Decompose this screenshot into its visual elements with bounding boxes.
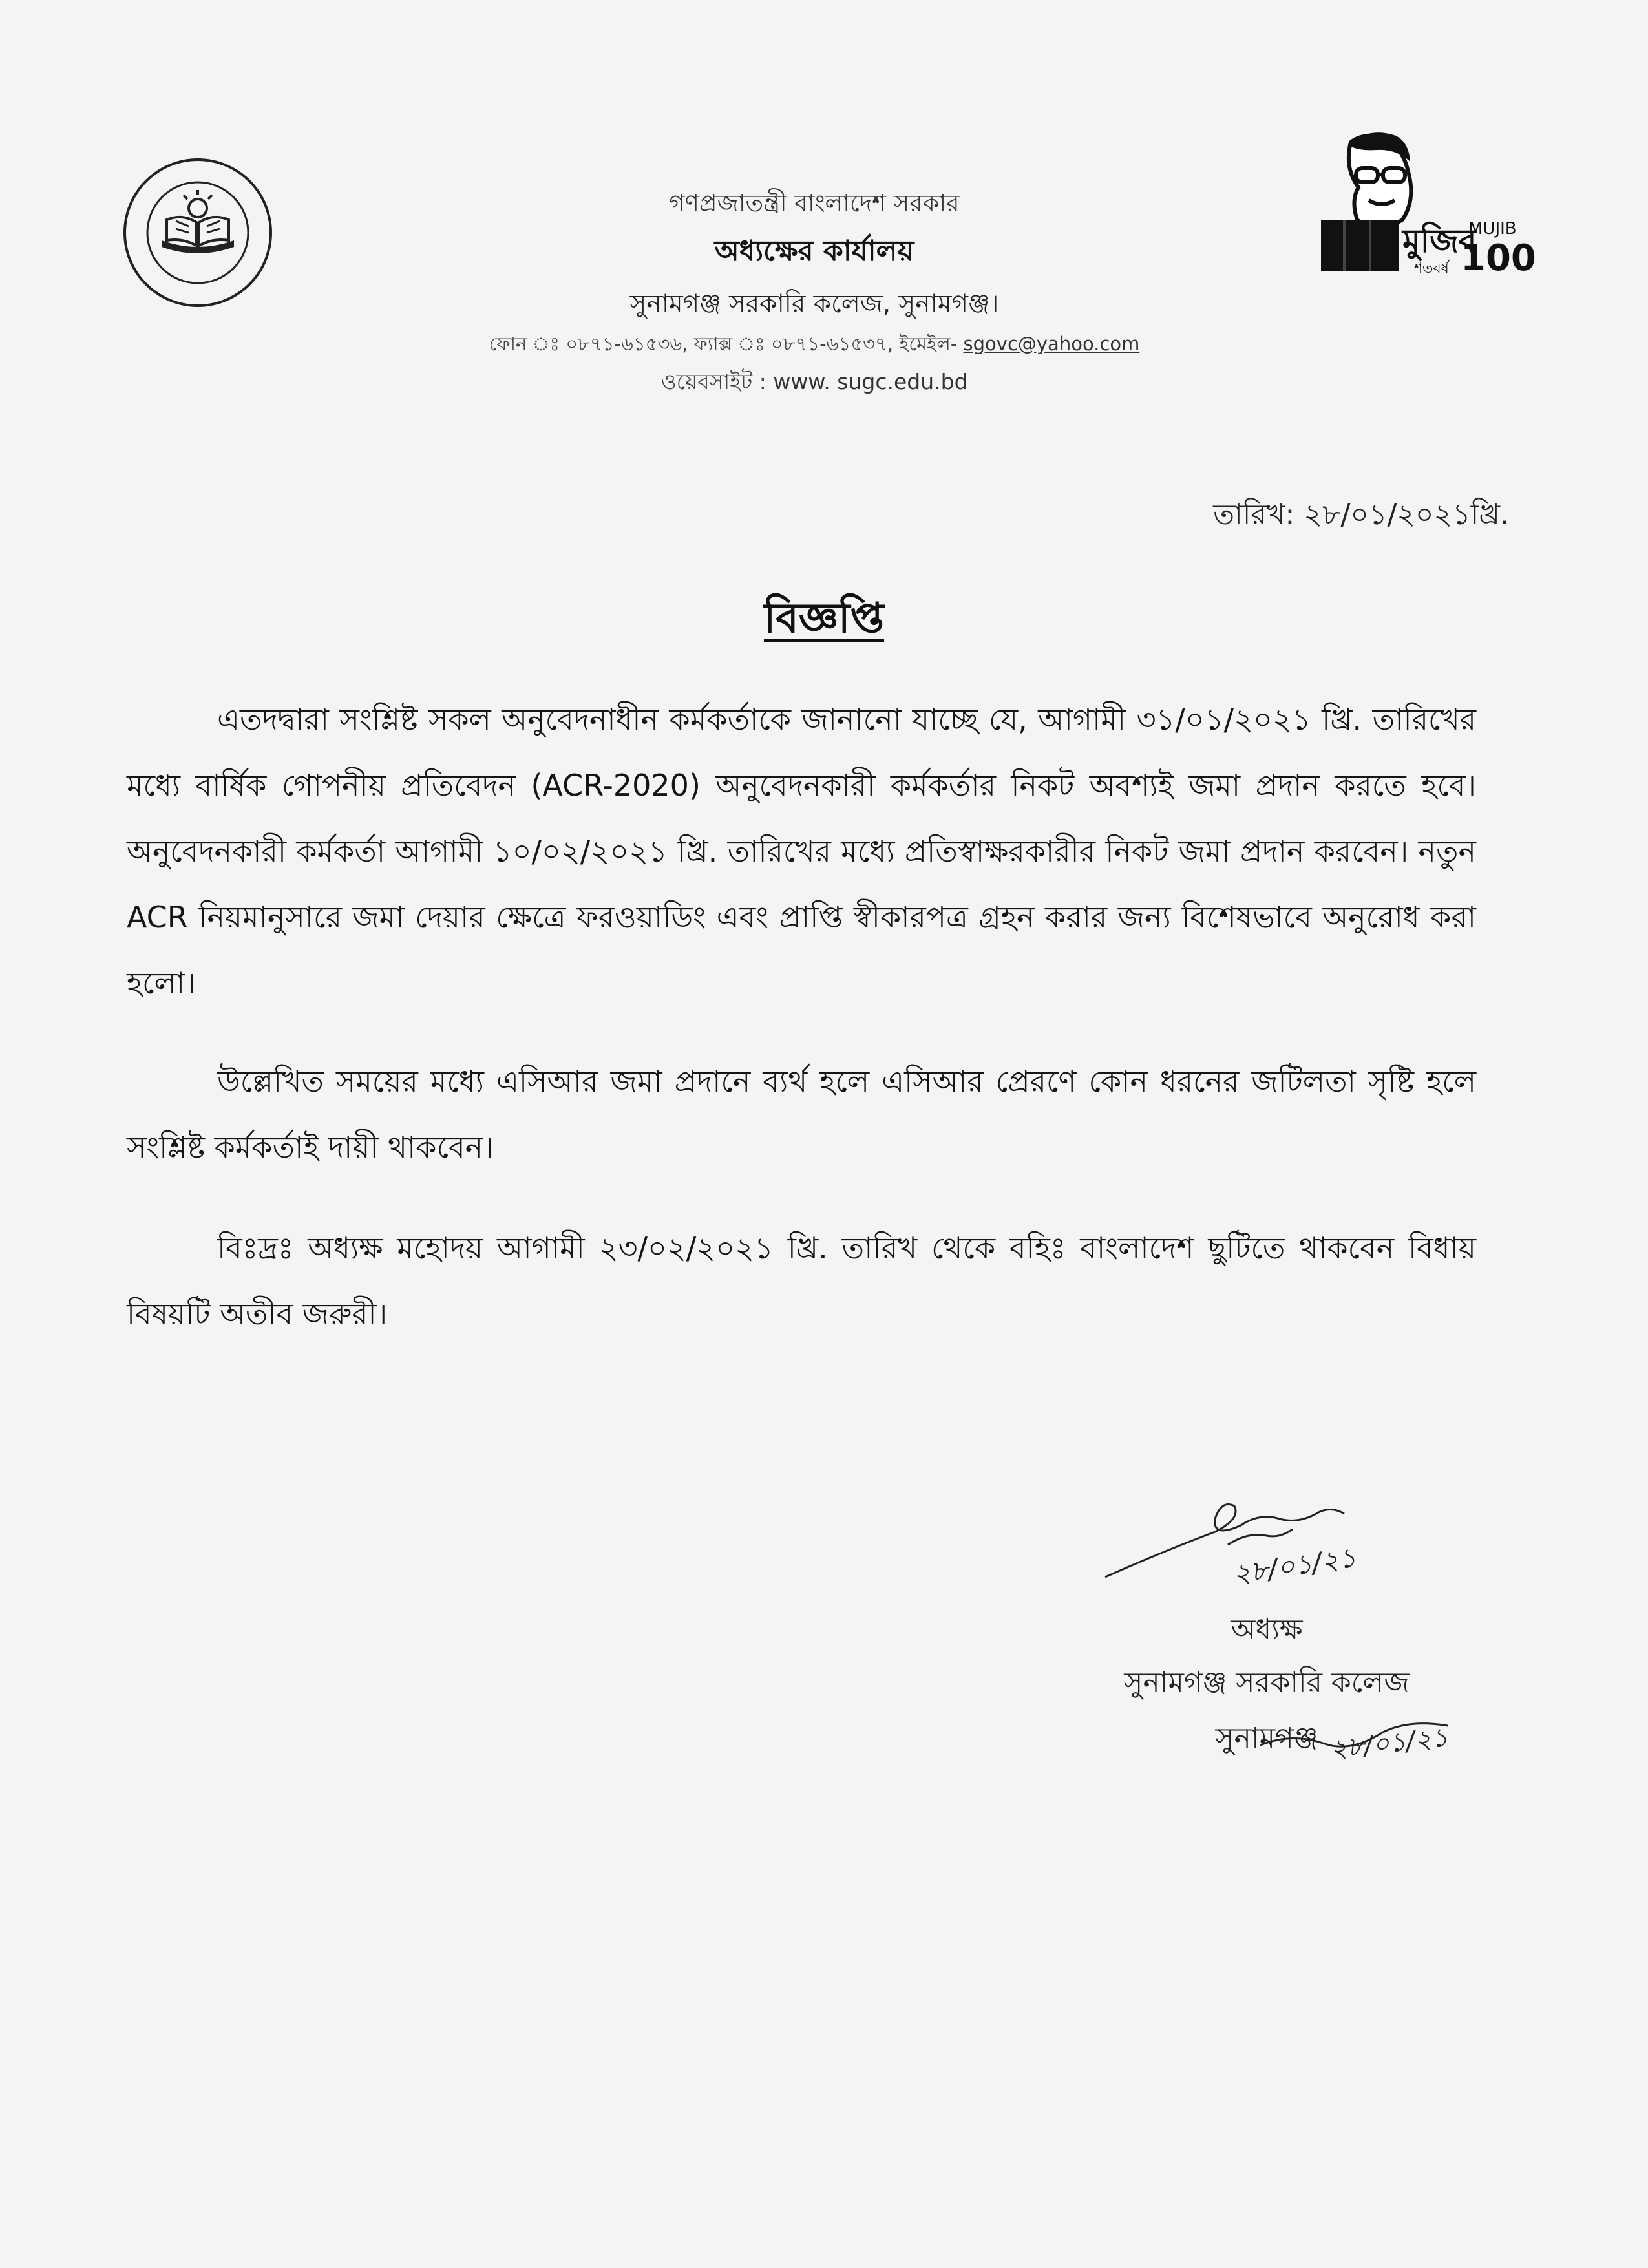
college-seal-icon (121, 156, 274, 309)
contact-phone-fax: ফোন ঃ ০৮৭১-৬১৫৩৬, ফ্যাক্স ঃ ০৮৭১-৬১৫৩৭, ইমেইল- (489, 333, 964, 355)
paragraph-note: বিঃদ্রঃ অধ্যক্ষ মহোদয় আগামী ২৩/০২/২০২১ খ্রি. তারিখ থেকে বহিঃ বাংলাদেশ ছুটিতে থাকবেন বিধায় বিষয়টি অতীব জরুরী। (127, 1231, 1476, 1331)
signature-date: ২৮/০১/২১ (1231, 1541, 1358, 1590)
initial-date: ২৮/০১/২১ (1329, 1722, 1450, 1765)
paragraph-responsibility: উল্লেখিত সময়ের মধ্যে এসিআর জমা প্রদানে ব্যর্থ হলে এসিআর প্রেরণে কোন ধরনের জটিলতা সৃষ্টি হলে সংশ্লিষ্ট কর্মকর্তাই দায়ী থাকবেন। (127, 1064, 1476, 1165)
notice-title: বিজ্ঞপ্তি (763, 595, 885, 642)
header-college-address: সুনামগঞ্জ সরকারি কলেজ, সুনামগঞ্জ। (629, 290, 999, 319)
website-label: ওয়েবসাইট : (660, 369, 774, 394)
handwritten-signature (1086, 1474, 1422, 1590)
mujib-en-text: MUJIB (1468, 219, 1517, 238)
mujib-100-logo (1305, 123, 1536, 279)
mujib-bangla-text: মুজিব (1402, 222, 1477, 260)
signatory-place: সুনামগঞ্জ (1215, 1722, 1318, 1755)
website-link[interactable]: www. sugc.edu.bd (773, 369, 968, 394)
mujib-sub-text: শতবর্ষ (1414, 260, 1449, 277)
contact-email-link[interactable]: sgovc@yahoo.com (963, 333, 1140, 355)
notice-date: তারিখ: ২৮/০১/২০২১খ্রি. (1213, 498, 1509, 531)
header-government: গণপ্রজাতন্ত্রী বাংলাদেশ সরকার (669, 189, 960, 217)
mujib-number-text: 100 (1461, 237, 1536, 279)
handwritten-initial (1254, 1706, 1474, 1777)
paragraph-acr-deadline: এতদদ্বারা সংশ্লিষ্ট সকল অনুবেদনাধীন কর্মকর্তাকে জানানো যাচ্ছে যে, আগামী ৩১/০১/২০২১ খ্রি. তারিখের মধ্যে বার্ষিক গোপনীয় প্রতিবেদন (ACR-2020) অনুবেদনকারী কর্মকর্তার নিকট অবশ্যই জমা প্রদান করতে হবে। অনুবেদনকারী কর্মকর্তা আগামী ১০/০২/২০২১ খ্রি. তারিখের মধ্যে প্রতিস্বাক্ষরকারীর নিকট জমা প্রদান করবেন। নতুন ACR নিয়মানুসারে জমা দেয়ার ক্ষেত্রে ফরওয়াডিং এবং প্রাপ্তি স্বীকারপত্র গ্রহন করার জন্য বিশেষভাবে অনুরোধ করা হলো। (127, 702, 1476, 1001)
signatory-designation: অধ্যক্ষ (1231, 1613, 1303, 1646)
header-contact (362, 330, 1267, 361)
header-website (362, 365, 1267, 401)
signatory-college: সুনামগঞ্জ সরকারি কলেজ (1124, 1666, 1410, 1699)
header-office: অধ্যক্ষের কার্যালয় (714, 235, 914, 268)
